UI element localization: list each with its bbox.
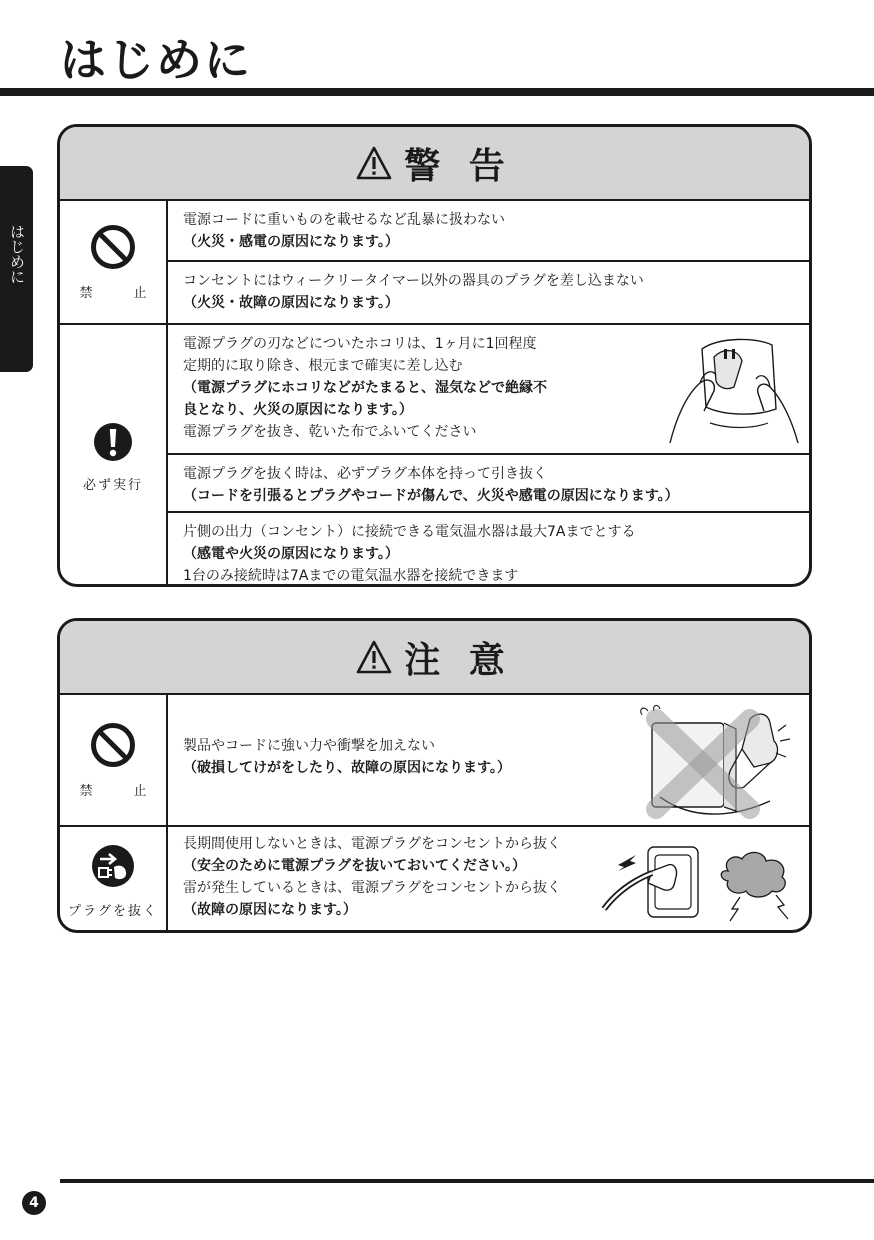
warning-triangle-icon (356, 146, 392, 180)
warning-group-mandatory (60, 323, 809, 587)
caution-item (168, 827, 809, 933)
icon-column (60, 827, 168, 933)
warning-item (168, 455, 809, 513)
caution-title: 注 意 (404, 639, 513, 681)
warning-item (168, 513, 809, 587)
item-note: （感電や火災の原因になります。） (183, 546, 399, 562)
icon-column (60, 695, 168, 825)
item-text: 長期間使用しないときは、電源プラグをコンセントから抜く (183, 836, 561, 852)
warning-title: 警 告 (404, 145, 513, 187)
mandatory-label: 必ず実行 (82, 477, 143, 493)
side-tab (0, 166, 33, 372)
unplug-icon (91, 844, 135, 888)
caution-box (57, 618, 812, 933)
warning-item (168, 201, 809, 262)
item-text: 電源プラグの刃などについたホコリは、1ヶ月に1回程度 (183, 336, 537, 352)
caution-item (168, 695, 809, 825)
item-note: （故障の原因になります。） (183, 902, 357, 918)
item-text: コンセントにはウィークリータイマー以外の器具のプラグを差し込まない (183, 273, 644, 289)
warning-item (168, 325, 809, 455)
item-text: 製品やコードに強い力や衝撃を加えない (183, 738, 435, 754)
item-text: 定期的に取り除き、根元まで確実に差し込む (183, 358, 463, 374)
prohibition-icon (90, 224, 136, 270)
caution-header (60, 621, 809, 695)
item-note: （コードを引張るとプラグやコードが傷んで、火災や感電の原因になります。） (183, 488, 679, 504)
prohibition-label: 禁 止 (79, 285, 161, 301)
warning-item (168, 262, 809, 323)
caution-group-unplug (60, 825, 809, 933)
page-title: はじめに (60, 33, 252, 87)
side-tab-label: はじめに (8, 224, 26, 284)
warning-box (57, 124, 812, 587)
item-text: 1台のみ接続時は7Aまでの電気温水器を接続できます (183, 568, 519, 584)
item-text: 雷が発生しているときは、電源プラグをコンセントから抜く (183, 880, 561, 896)
item-note: （火災・感電の原因になります。） (183, 234, 399, 250)
item-text: 電源プラグを抜き、乾いた布でふいてください (183, 424, 477, 440)
mandatory-exclamation-icon (93, 422, 133, 462)
prohibition-label: 禁 止 (79, 783, 161, 799)
icon-column (60, 325, 168, 587)
item-note: 良となり、火災の原因になります。） (183, 402, 413, 418)
caution-group-prohibited (60, 695, 809, 825)
page-number: 4 (22, 1191, 46, 1215)
title-rule (0, 88, 874, 96)
item-note: （電源プラグにホコリなどがたまると、湿気などで絶縁不 (183, 380, 547, 396)
item-text: 電源コードに重いものを載せるなど乱暴に扱わない (183, 212, 505, 228)
footer-rule (60, 1179, 874, 1183)
warning-header (60, 127, 809, 201)
prohibition-icon (90, 722, 136, 768)
unplug-label: プラグを抜く (67, 903, 158, 919)
item-text: 電源プラグを抜く時は、必ずプラグ本体を持って引き抜く (183, 466, 547, 482)
icon-column (60, 201, 168, 323)
warning-group-prohibited (60, 201, 809, 323)
item-note: （安全のために電源プラグを抜いておいてください。） (183, 858, 526, 874)
item-note: （火災・故障の原因になります。） (183, 295, 399, 311)
item-note: （破損してけがをしたり、故障の原因になります。） (183, 760, 511, 776)
caution-triangle-icon (356, 640, 392, 674)
item-text: 片側の出力（コンセント）に接続できる電気温水器は最大7Aまでとする (183, 524, 636, 540)
